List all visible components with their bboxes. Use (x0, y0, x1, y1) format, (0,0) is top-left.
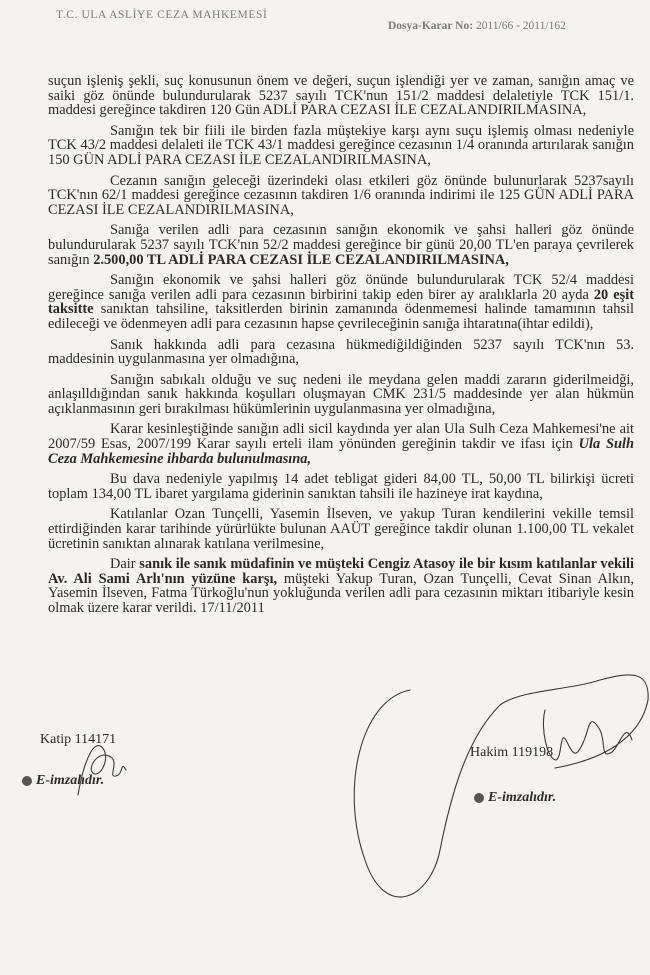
seal-icon (22, 776, 32, 786)
paragraph-7: Sanığın sabıkalı olduğu ve suç nedeni ile meydana gelen maddi zararın giderilmeidği, anlaşılldığından sanık hakkında koşulları oluşmayan CMK 231/5 maddesinde yer alan hükmün açıklanmasının geri bırakılması hükümlerinin uygulanmasına yer olmadığına, (48, 371, 634, 417)
present-parties: sanık ile sanık müdafinin ve müşteki Cengiz Atasoy ile bir kısım katılanlar vekili Av. Ali Sami Arlı'nın yüzüne karşı, (48, 556, 635, 587)
paragraph-9: Bu dava nedeniyle yapılmış 14 adet tebligat gideri 84,00 TL, 50,00 TL bilirkişi ücreti toplam 134,00 TL ibaret yargılama giderinin sanıktan tahsili ile hazineye irat kaydına, (48, 471, 634, 502)
paragraph-5 (48, 273, 634, 331)
case-number-label: Dosya-Karar No: (388, 20, 474, 32)
installments: 20 eşit taksitte (48, 286, 634, 318)
paragraph-6: Sanık hakkında adli para cezasına hükmediğildiğinden 5237 sayılı TCK'nın 53. maddesinin uygulanmasına yer olmadığına, (48, 336, 634, 368)
judge-signature-loop (354, 675, 648, 897)
paragraph-8 (48, 422, 634, 466)
judge-signature-block (470, 745, 553, 761)
case-number-value: 2011/66 - 2011/162 (475, 20, 566, 32)
seal-icon (474, 793, 484, 803)
judge-signature-scrawl (543, 710, 632, 760)
paragraph-8-text: Karar kesinleştiğinde sanığın adli sicil kaydında yer alan Ula Sulh Ceza Mahkemesi'ne ait 2007/59 Esas, 2007/199 Karar sayılı erteli ilam yönünden gereğinin takdir ve ifası için (48, 421, 634, 453)
judge-esig (474, 790, 556, 806)
notification-court: Ula Sulh Ceza Mahkemesine ihbarda bulunulmasına, (48, 436, 634, 467)
document-header (0, 6, 650, 30)
clerk-label: Katip 114171 (40, 732, 117, 747)
decision-body (48, 74, 634, 622)
absent-parties: müşteki Yakup Turan, Ozan Tunçelli, Cevat Sinan Alkın, Yasemin İlseven, Fatma Türkoğlu'nun yokluğunda verilen adli para cezasının miktarı itibariyle kesin olmak üzere karar verildi. 17/11/2011 (48, 570, 634, 616)
judge-esig-text: E-imzalıdır. (488, 790, 557, 805)
clerk-esig-text: E-imzalıdır. (36, 773, 105, 788)
paragraph-3: Cezanın sanığın geleceği üzerindeki olası etkileri göz önünde bulunurlarak 5237sayılı TCK'nın 62/1 maddesi gereğince cezasının takdiren 1/6 oranında indirimi ile 125 GÜN ADLİ PARA CEZASI İLE CEZALANDIRILMASINA, (48, 172, 634, 218)
dair-word: Dair (110, 556, 136, 573)
paragraph-4 (48, 223, 634, 267)
court-name: T.C. ULA ASLİYE CEZA MAHKEMESİ (56, 9, 268, 21)
paragraph-5-text-a: Sanığın ekonomik ve şahsi halleri göz önünde bulundurularak TCK 52/4 maddesi gereğince sanığa verilen adli para cezasının birbirini takip eden birer ay aralıklarla 20 ayda (48, 272, 634, 303)
case-number (388, 20, 566, 32)
paragraph-1: suçun işleniş şekli, suç konusunun önem ve değeri, suçun işlendiği yer ve zaman, sanığın amaç ve saiki göz önünde bulundurularak 5237 sayılı TCK'nun 151/2 maddesi delaletiyle TCK 151/1. maddesi gereğince takdiren 120 Gün ADLİ PARA CEZASI İLE CEZALANDIRILMASINA, (48, 73, 634, 119)
paragraph-11 (48, 557, 634, 615)
paragraph-2: Sanığın tek bir fiili ile birden fazla müştekiye karşı aynı suçu işlemiş olması nedeniyle TCK 43/2 maddesi delaleti ile TCK 43/1 maddesi gereğince cezasının 1/4 oranında artırılarak sanığın 150 GÜN ADLİ PARA CEZASI İLE CEZALANDIRILMASINA, (48, 122, 634, 168)
fine-amount: 2.500,00 TL ADLİ PARA CEZASI İLE CEZALANDIRILMASINA, (93, 251, 509, 268)
paragraph-4-text: Sanığa verilen adli para cezasının sanığın ekonomik ve şahsi halleri göz önünde bulundurularak 5237 sayılı TCK'nın 52/2 maddesi gereğince bir günü 20,00 TL'en paraya çevrilerek sanığın (48, 222, 634, 268)
judge-label: Hakim 119198 (470, 745, 554, 760)
paragraph-10: Katılanlar Ozan Tunçelli, Yasemin İlseven, ve yakup Turan kendilerini vekille temsil ettirdiğinden karar tarihinde yürürlükte bulunan AAÜT gereğince takdir olunan 1.100,00 TL vekalet ücretinin sanıktan alınarak katılana verilmesine, (48, 506, 634, 552)
paragraph-5-text-b: sanıktan tahsiline, taksitlerden birinin zamanında ödenmemesi halinde tamamının tahsil edileceği ve ödenmeyen adli para cezasının hapse çevrileceğinin sanığa ihtaratına(ihtar edildi), (48, 301, 634, 332)
clerk-signature-block (40, 732, 116, 748)
clerk-esig (22, 773, 104, 789)
